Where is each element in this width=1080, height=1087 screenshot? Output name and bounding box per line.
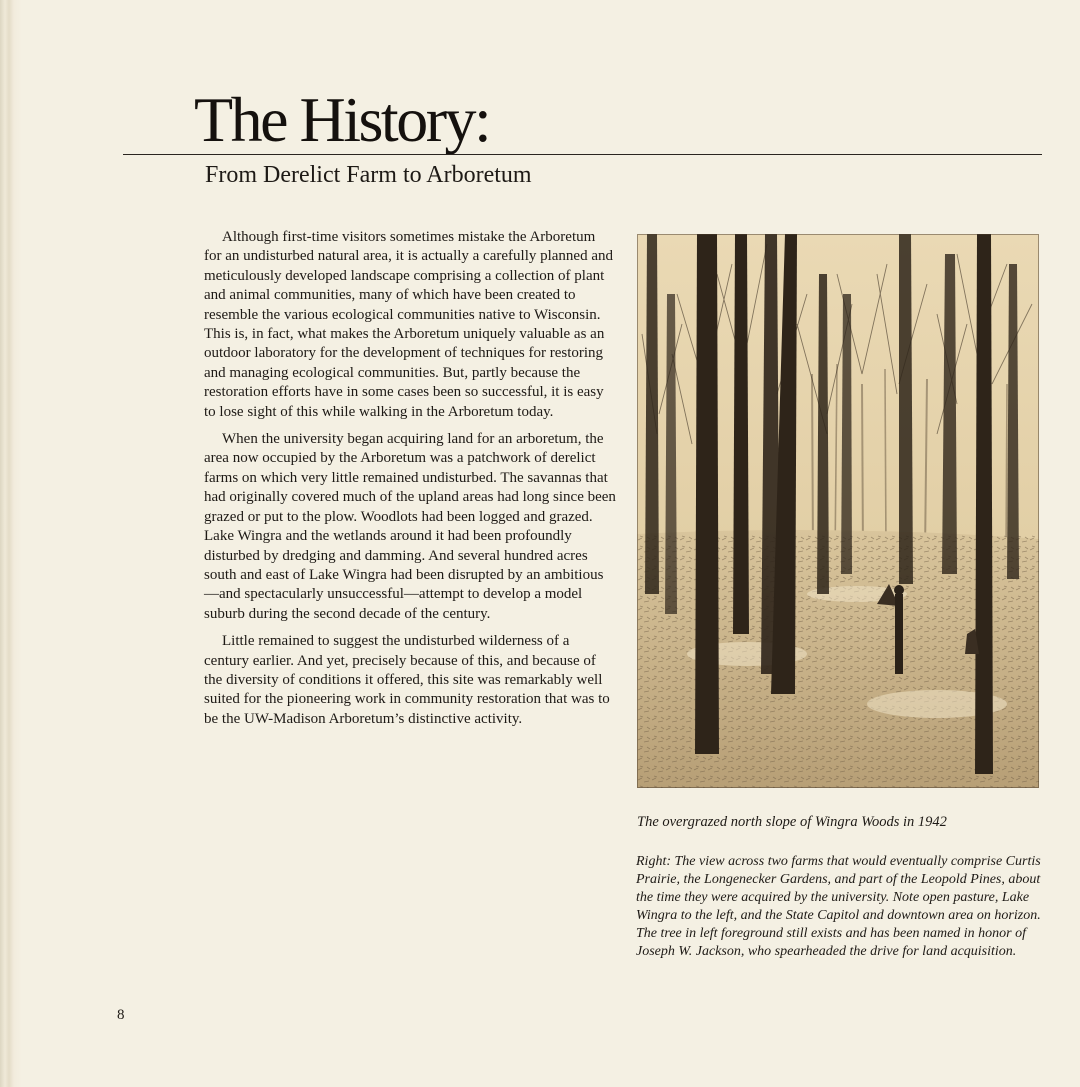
page-binding-edge [0, 0, 22, 1087]
page-number: 8 [117, 1007, 125, 1023]
page-subtitle: From Derelict Farm to Arboretum [205, 162, 532, 188]
title-rule [123, 154, 1042, 155]
paragraph-3: Little remained to suggest the undisturbed wilderness of a century earlier. And yet, precisely because of this, and because of the diversity of conditions it offered, this site was remarkably well suited for the pioneering work in community restoration that was to be the UW-Madison Arboretum’s distinctive activity. [204, 633, 610, 727]
page-title: The History: [194, 84, 490, 155]
wingra-woods-photo [637, 234, 1039, 788]
photo-caption: The overgrazed north slope of Wingra Woods in 1942 [637, 814, 947, 830]
facing-page-caption: Right: The view across two farms that would eventually comprise Curtis Prairie, the Longenecker Gardens, and part of the Leopold Pines, about the time they were acquired by the university. Note open pasture, Lake Wingra to the left, and the State Capitol and downtown area on horizon. The tree in left foreground still exists and has been named in honor of Joseph W. Jackson, who spearheaded the drive for land acquisition. [636, 854, 1041, 959]
paragraph-2: When the university began acquiring land for an arboretum, the area now occupied by the Arboretum was a patchwork of derelict farms on which very little remained undisturbed. The savannas that had originally covered much of the upland areas had long since been grazed or put to the plow. Woodlots had been logged and grazed. Lake Wingra and the wetlands around it had been profoundly disturbed by dredging and damming. And several hundred acres south and east of Lake Wingra had been disrupted by an ambitious —and spectacularly unsuccessful—attempt to develop a model suburb during the second decade of the century. [204, 431, 616, 622]
paragraph-1: Although first-time visitors sometimes mistake the Arboretum for an undisturbed natural area, it is actually a carefully planned and meticulously developed landscape comprising a collection of plant and animal communities, many of which have been created to resemble the various ecological communities native to Wisconsin. This is, in fact, what makes the Arboretum uniquely valuable as an outdoor laboratory for the development of techniques for restoring and managing ecological communities. But, partly because the restoration efforts have in some cases been so successful, it is easy to lose sight of this while walking in the Arboretum today. [204, 229, 613, 420]
body-text [204, 228, 616, 737]
